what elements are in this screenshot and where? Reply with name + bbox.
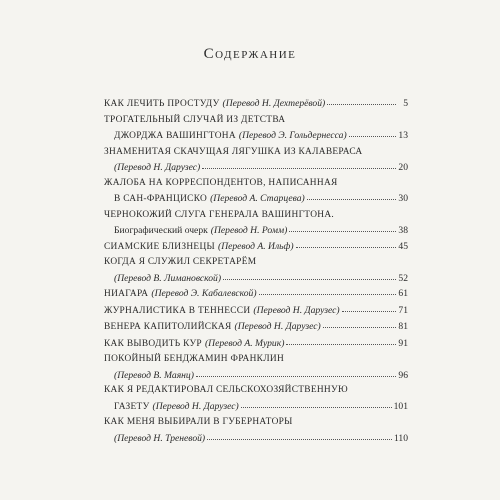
toc-page-number: 110 xyxy=(393,432,408,444)
toc-title: КОГДА Я СЛУЖИЛ СЕКРЕТАРЁМ xyxy=(104,257,257,267)
toc-line xyxy=(104,208,408,224)
leader-dots xyxy=(289,224,396,232)
toc-translator: (Перевод В. Лимановской) xyxy=(114,272,222,284)
toc-page-number: 101 xyxy=(393,400,408,412)
toc-title: ГАЗЕТУ xyxy=(114,401,150,412)
toc-line xyxy=(104,286,408,303)
toc-line xyxy=(104,160,408,176)
toc-entry[interactable] xyxy=(104,208,408,239)
toc-line xyxy=(104,239,408,256)
toc-title: В САН-ФРАНЦИСКО xyxy=(114,194,208,204)
toc-line xyxy=(104,415,408,431)
toc-page-number: 38 xyxy=(398,225,408,236)
toc-page-number: 45 xyxy=(398,240,408,252)
toc-line xyxy=(104,399,408,416)
toc-translator: (Перевод А. Ильф) xyxy=(218,240,294,252)
toc-entry[interactable] xyxy=(104,255,408,286)
toc-title: КАК ВЫВОДИТЬ КУР xyxy=(104,338,202,349)
toc-entry[interactable] xyxy=(104,352,408,383)
toc-title: КАК ЛЕЧИТЬ ПРОСТУДУ xyxy=(104,99,220,109)
toc-translator: (Перевод Э. Гольдернесса) xyxy=(238,130,347,141)
toc-page-number: 5 xyxy=(403,98,408,109)
toc-entry[interactable] xyxy=(104,303,408,320)
toc-translator: (Перевод Н. Дехтерёвой) xyxy=(222,98,326,109)
leader-dots xyxy=(323,320,396,328)
leader-dots xyxy=(327,97,396,105)
toc-page-number: 81 xyxy=(398,321,408,332)
leader-dots xyxy=(342,304,396,312)
toc-entry[interactable] xyxy=(104,96,408,113)
table-of-contents xyxy=(104,96,408,446)
leader-dots xyxy=(241,400,392,408)
toc-title: ВЕНЕРА КАПИТОЛИЙСКАЯ xyxy=(104,322,232,332)
toc-line xyxy=(104,223,408,239)
leader-dots xyxy=(307,192,396,200)
toc-page-number: 91 xyxy=(398,337,408,349)
toc-translator: (Перевод Н. Дарузес) xyxy=(114,162,201,173)
toc-line xyxy=(104,145,408,161)
toc-page-number: 96 xyxy=(398,369,408,381)
toc-line xyxy=(104,368,408,384)
toc-entry[interactable] xyxy=(104,239,408,256)
toc-translator: (Перевод Н. Треневой) xyxy=(114,432,206,444)
leader-dots xyxy=(223,272,396,280)
toc-entry[interactable] xyxy=(104,336,408,353)
toc-entry[interactable] xyxy=(104,176,408,208)
toc-title: ПОКОЙНЫЙ БЕНДЖАМИН ФРАНКЛИН xyxy=(104,354,285,364)
toc-title: ТРОГАТЕЛЬНЫЙ СЛУЧАЙ ИЗ ДЕТСТВА xyxy=(104,114,286,125)
toc-line xyxy=(104,255,408,271)
toc-title: СИАМСКИЕ БЛИЗНЕЦЫ xyxy=(104,241,215,252)
leader-dots xyxy=(207,432,392,440)
toc-translator: (Перевод В. Маянц) xyxy=(114,369,194,381)
toc-translator: (Перевод А. Старцева) xyxy=(210,193,305,204)
page-title: Содержание xyxy=(203,46,297,62)
toc-line xyxy=(104,383,408,399)
toc-page-number: 71 xyxy=(398,304,408,316)
toc-line xyxy=(104,128,408,145)
toc-page-number: 30 xyxy=(398,193,408,204)
toc-title: ЖАЛОБА НА КОРРЕСПОНДЕНТОВ, НАПИСАННАЯ xyxy=(104,177,338,188)
toc-page-number: 61 xyxy=(398,288,408,299)
toc-page-number: 52 xyxy=(398,272,408,284)
toc-title: ЖУРНАЛИСТИКА В ТЕННЕССИ xyxy=(104,305,251,316)
toc-entry[interactable] xyxy=(104,319,408,336)
toc-line xyxy=(104,191,408,208)
leader-dots xyxy=(259,287,396,295)
toc-translator: (Перевод Н. Дарузес) xyxy=(234,321,321,332)
toc-title: ДЖОРДЖА ВАШИНГТОНА xyxy=(114,131,236,141)
toc-title: КАК МЕНЯ ВЫБИРАЛИ В ГУБЕРНАТОРЫ xyxy=(104,417,293,427)
toc-entry[interactable] xyxy=(104,415,408,446)
toc-title: КАК Я РЕДАКТИРОВАЛ СЕЛЬСКОХОЗЯЙСТВЕННУЮ xyxy=(104,385,348,395)
leader-dots xyxy=(202,161,396,169)
leader-dots xyxy=(196,369,396,377)
toc-line xyxy=(104,113,408,129)
toc-title: НИАГАРА xyxy=(104,289,149,299)
toc-line xyxy=(104,319,408,336)
toc-line xyxy=(104,96,408,113)
toc-translator: (Перевод А. Мурик) xyxy=(204,337,285,349)
toc-translator: (Перевод Н. Дарузес) xyxy=(152,400,239,412)
toc-page-number: 20 xyxy=(398,162,408,173)
toc-title: ЧЕРНОКОЖИЙ СЛУГА ГЕНЕРАЛА ВАШИНГТОНА. xyxy=(104,209,335,220)
toc-subtitle: Биографический очерк xyxy=(114,225,208,236)
toc-line xyxy=(104,352,408,368)
toc-entry[interactable] xyxy=(104,286,408,303)
toc-entry[interactable] xyxy=(104,113,408,145)
leader-dots xyxy=(349,129,396,137)
toc-title: ЗНАМЕНИТАЯ СКАЧУЩАЯ ЛЯГУШКА ИЗ КАЛАВЕРАСА xyxy=(104,146,363,157)
toc-line xyxy=(104,271,408,287)
toc-entry[interactable] xyxy=(104,383,408,415)
leader-dots xyxy=(286,337,396,345)
toc-translator: (Перевод Э. Кабалевской) xyxy=(151,288,257,299)
toc-translator: (Перевод Н. Дарузес) xyxy=(253,304,340,316)
toc-line xyxy=(104,431,408,447)
toc-translator: (Перевод Н. Ромм) xyxy=(210,225,288,236)
leader-dots xyxy=(296,240,396,248)
toc-line xyxy=(104,336,408,353)
toc-page-number: 13 xyxy=(398,130,408,141)
toc-line xyxy=(104,176,408,192)
toc-line xyxy=(104,303,408,320)
toc-entry[interactable] xyxy=(104,145,408,176)
